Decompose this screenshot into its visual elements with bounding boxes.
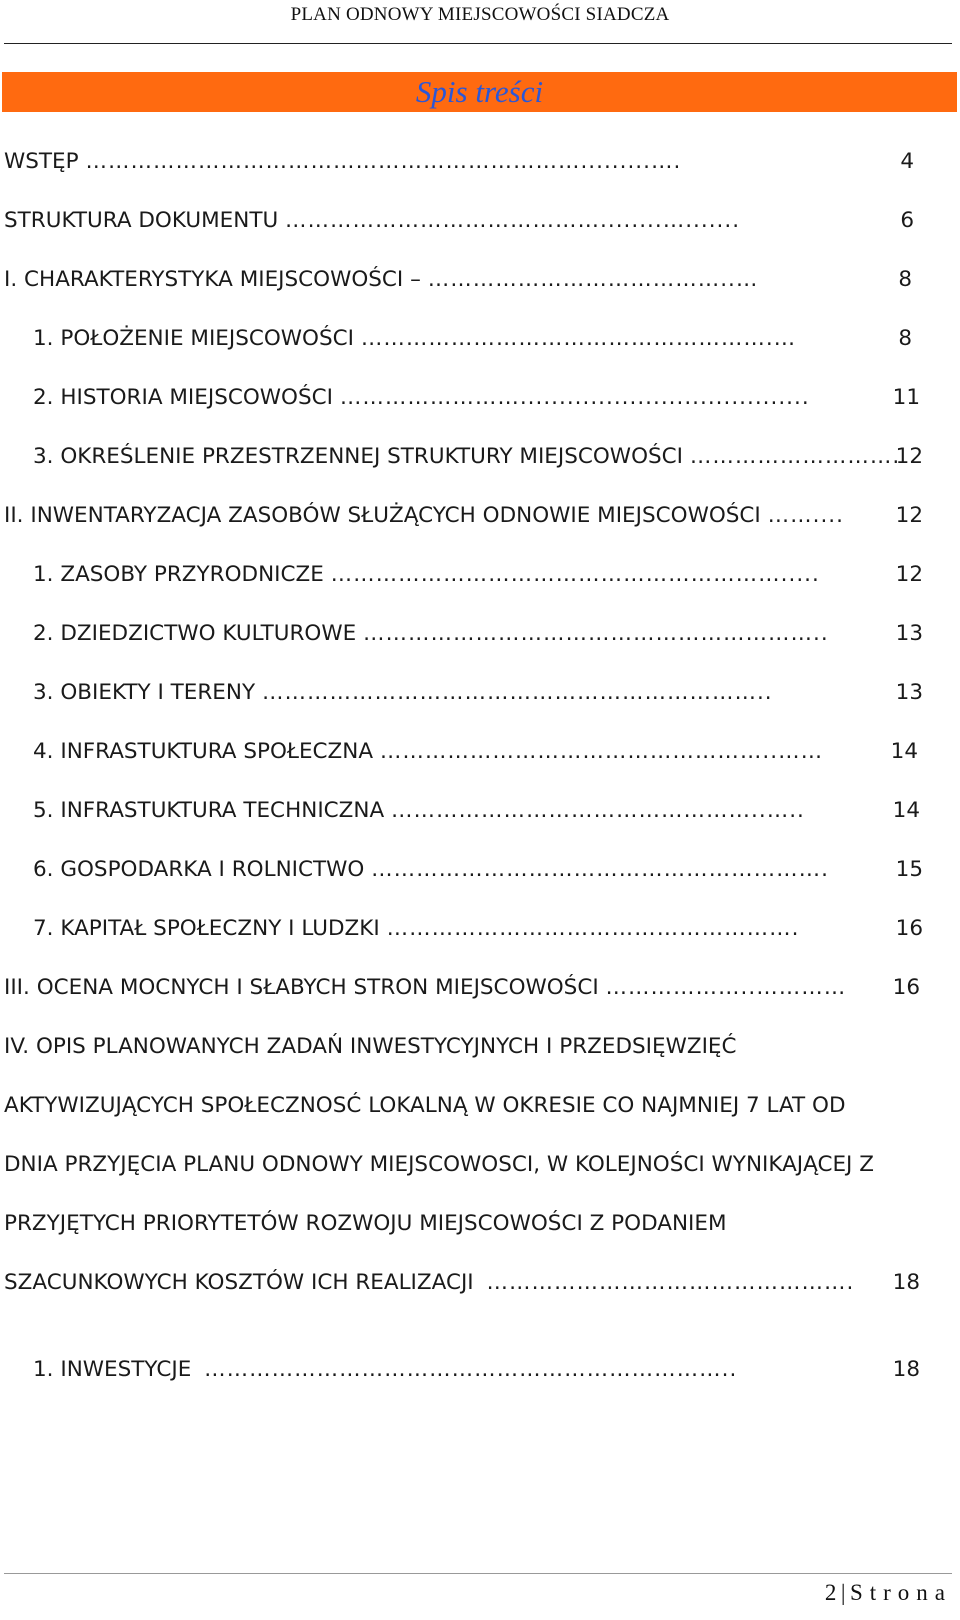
toc-entry-leader: ………………………………………………………….. bbox=[261, 680, 773, 705]
toc-entry-page: 13 bbox=[895, 621, 923, 646]
toc-entry[interactable] bbox=[33, 324, 950, 354]
toc-entry-page: 13 bbox=[895, 680, 923, 705]
toc-entry-leader: …………………………………..… bbox=[427, 267, 759, 292]
toc-entry-leader: …………………………………………………………….. bbox=[204, 1357, 738, 1382]
toc-entry-page: 8 bbox=[898, 326, 912, 351]
toc-entry-page: 4 bbox=[900, 149, 914, 174]
page-footer bbox=[825, 1580, 952, 1606]
footer-rule bbox=[4, 1573, 952, 1574]
toc-entry-leader: …………………………………………..….. bbox=[391, 798, 805, 823]
toc-entry-leader: ………………..………… bbox=[605, 975, 847, 1000]
toc-entry[interactable] bbox=[33, 383, 950, 413]
toc-entry-page: 12 bbox=[895, 562, 923, 587]
toc-entry[interactable] bbox=[33, 737, 950, 767]
toc-entry[interactable] bbox=[4, 501, 950, 531]
toc-title: Spis treści bbox=[415, 74, 544, 109]
toc-entry-label: 5. INFRASTUKTURA TECHNICZNA bbox=[33, 798, 385, 823]
toc-entry[interactable] bbox=[4, 973, 950, 1003]
toc-entry[interactable] bbox=[4, 265, 950, 295]
page-footer-word: Strona bbox=[849, 1580, 952, 1605]
toc-entry-leader: ……………………………………………………..... bbox=[330, 562, 820, 587]
toc-entry[interactable] bbox=[33, 1355, 950, 1385]
toc-entry-label: 2. DZIEDZICTWO KULTUROWE bbox=[33, 621, 357, 646]
toc-entry-leader: ……………………………………………..…… bbox=[379, 739, 824, 764]
toc-entry-leader: ……………………………………………….… bbox=[360, 326, 797, 351]
toc-entry-page: 14 bbox=[892, 798, 920, 823]
toc-entry-leader: ………………………………………………………….........…. bbox=[85, 149, 682, 174]
toc-entry-label: 6. GOSPODARKA I ROLNICTWO bbox=[33, 857, 365, 882]
toc-entry-leader: ………………………………………………. bbox=[386, 916, 800, 941]
toc-entry[interactable] bbox=[33, 796, 950, 826]
toc-entry-leader: …………………………………………. bbox=[486, 1270, 855, 1295]
toc-entry-leader: ……………………..................................... bbox=[339, 385, 810, 410]
toc-long-entry-line[interactable]: IV. OPIS PLANOWANYCH ZADAŃ INWESTYCYJNYCH I PRZEDSIĘWZIĘĆ bbox=[4, 1034, 737, 1059]
toc-entry-leader: …………………………………………………….. bbox=[363, 621, 829, 646]
toc-entry-page: 16 bbox=[895, 916, 923, 941]
toc-entry-leader: …….... bbox=[767, 503, 844, 528]
toc-entry-label: 1. ZASOBY PRZYRODNICZE bbox=[33, 562, 324, 587]
toc-entry-label: 3. OKREŚLENIE PRZESTRZENNEJ STRUKTURY MIEJSCOWOŚCI bbox=[33, 444, 683, 469]
toc-entry-page: 16 bbox=[892, 975, 920, 1000]
toc-entry[interactable] bbox=[4, 206, 950, 236]
toc-entry-label: III. OCENA MOCNYCH I SŁABYCH STRON MIEJSCOWOŚCI bbox=[4, 975, 599, 1000]
toc-entry[interactable] bbox=[33, 619, 950, 649]
toc-entry-page: 11 bbox=[892, 385, 920, 410]
toc-entry-page: 14 bbox=[890, 739, 918, 764]
toc-entry-page: 15 bbox=[895, 857, 923, 882]
toc-entry-leader: ……………………………………………………. bbox=[371, 857, 830, 882]
page-footer-separator: | bbox=[840, 1580, 846, 1605]
toc-entry-label: SZACUNKOWYCH KOSZTÓW ICH REALIZACJI bbox=[4, 1270, 474, 1295]
toc-entry-label: 4. INFRASTUKTURA SPOŁECZNA bbox=[33, 739, 374, 764]
toc-entry-page: 8 bbox=[898, 267, 912, 292]
toc-entry-label: II. INWENTARYZACJA ZASOBÓW SŁUŻĄCYCH ODNOWIE MIEJSCOWOŚCI bbox=[4, 503, 761, 528]
toc-entry[interactable] bbox=[33, 855, 950, 885]
toc-entry-leader: ………………………. bbox=[689, 444, 901, 469]
toc-entry-label: 2. HISTORIA MIEJSCOWOŚCI bbox=[33, 385, 333, 410]
toc-entry[interactable] bbox=[33, 442, 950, 472]
toc-title-banner bbox=[2, 72, 957, 112]
toc-long-entry-line[interactable]: AKTYWIZUJĄCYCH SPOŁECZNOSĆ LOKALNĄ W OKRESIE CO NAJMNIEJ 7 LAT OD bbox=[4, 1093, 846, 1118]
toc-entry[interactable] bbox=[33, 678, 950, 708]
header-rule bbox=[4, 43, 952, 44]
toc-long-entry-line[interactable]: DNIA PRZYJĘCIA PLANU ODNOWY MIEJSCOWOSCI, W KOLEJNOŚCI WYNIKAJĄCEJ Z bbox=[4, 1152, 874, 1177]
toc-long-entry-line[interactable]: PRZYJĘTYCH PRIORYTETÓW ROZWOJU MIEJSCOWOŚCI Z PODANIEM bbox=[4, 1211, 727, 1236]
toc-entry-label: 3. OBIEKTY I TERENY bbox=[33, 680, 256, 705]
toc-entry[interactable] bbox=[33, 914, 950, 944]
toc-entry[interactable] bbox=[4, 1268, 950, 1298]
toc-entry-page: 18 bbox=[892, 1357, 920, 1382]
toc-entry[interactable] bbox=[33, 560, 950, 590]
toc-entry-label: 7. KAPITAŁ SPOŁECZNY I LUDZKI bbox=[33, 916, 380, 941]
toc-entry-page: 18 bbox=[892, 1270, 920, 1295]
toc-entry-label: 1. POŁOŻENIE MIEJSCOWOŚCI bbox=[33, 326, 354, 351]
running-header: PLAN ODNOWY MIEJSCOWOŚCI SIADCZA bbox=[290, 4, 670, 25]
toc-entry-label: 1. INWESTYCJE bbox=[33, 1357, 192, 1382]
toc-entry-label: WSTĘP bbox=[4, 149, 79, 174]
toc-entry-leader: ……………………………………........…....... bbox=[285, 208, 741, 233]
toc-entry-page: 6 bbox=[900, 208, 914, 233]
toc-entry-page: 12 bbox=[895, 503, 923, 528]
toc-entry[interactable] bbox=[4, 147, 950, 177]
toc-entry-page: 12 bbox=[895, 444, 923, 469]
page-number: 2 bbox=[824, 1580, 837, 1605]
toc-entry-label: STRUKTURA DOKUMENTU bbox=[4, 208, 279, 233]
toc-entry-label: I. CHARAKTERYSTYKA MIEJSCOWOŚCI – bbox=[4, 267, 421, 292]
